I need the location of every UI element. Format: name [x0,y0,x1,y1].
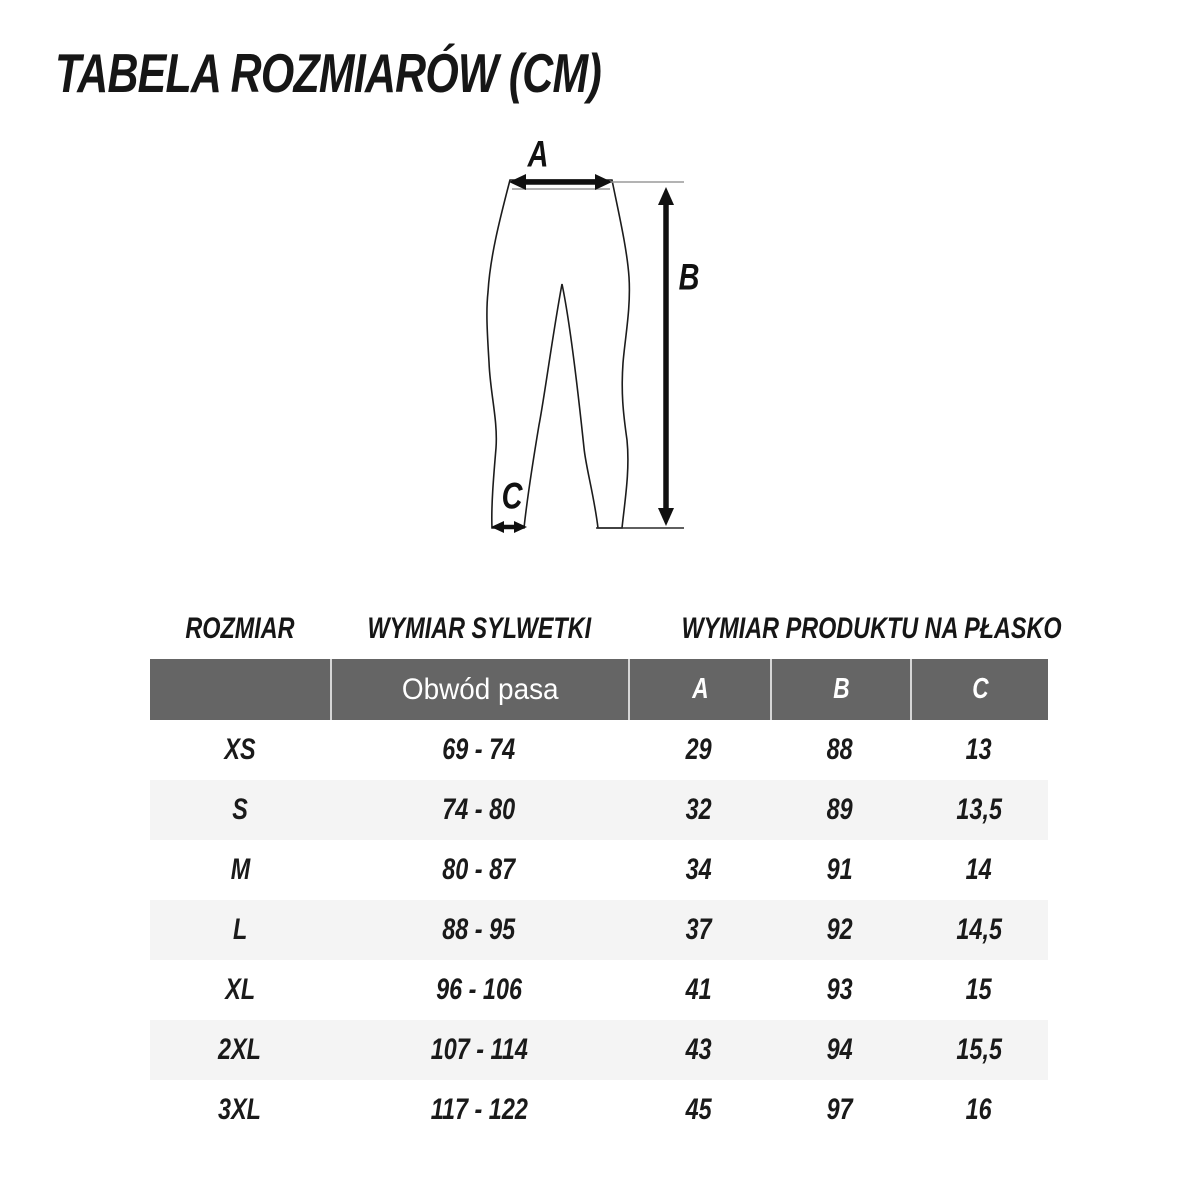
section-header-wymiar-produktu [628,612,1062,646]
measure-a-cell [628,780,770,840]
measure-b-cell [770,840,910,900]
header-col-c-text: C [971,673,989,705]
measure-c-cell [910,720,1048,780]
size-cell-text: S [232,793,248,826]
dim-label-a-text: A [527,133,549,175]
measure-b-cell-text: 97 [826,1093,854,1126]
measure-b-cell-text: 91 [826,853,854,886]
waist-range-cell-text: 88 - 95 [442,913,516,946]
measure-c-cell [910,840,1048,900]
measure-c-cell-text: 16 [965,1093,993,1126]
header-col-c-cell [910,659,1048,720]
table-row [150,780,1048,840]
waist-range-cell [330,900,628,960]
waist-range-cell [330,1080,628,1140]
waist-range-cell-text: 80 - 87 [442,853,516,886]
table-row [150,1080,1048,1140]
section-header-wymiar-sylwetki [330,612,628,646]
measure-b-cell [770,780,910,840]
header-col-b-cell [770,659,910,720]
measure-c-cell [910,1080,1048,1140]
table-row [150,900,1048,960]
table-row [150,720,1048,780]
waist-range-cell-text: 96 - 106 [436,973,522,1006]
header-col-a-cell [628,659,770,720]
waist-range-cell-text: 69 - 74 [442,733,516,766]
measure-c-cell [910,1020,1048,1080]
measure-a-cell [628,840,770,900]
header-size-cell [150,659,330,720]
section-header-rozmiar-text: ROZMIAR [185,612,295,645]
header-obwod-pasa-cell [330,659,628,720]
page-title-text: TABELA ROZMIARÓW (CM) [55,42,601,104]
measure-c-cell-text: 14 [965,853,993,886]
measure-a-cell-text: 37 [685,913,713,946]
measure-c-cell-text: 15 [965,973,993,1006]
measure-a-cell-text: 41 [685,973,713,1006]
size-cell [150,1080,330,1140]
header-col-b-text: B [832,673,850,705]
measure-c-cell-text: 14,5 [956,913,1002,946]
table-row [150,960,1048,1020]
waist-range-cell [330,780,628,840]
size-cell-text: XS [224,733,256,766]
waist-range-cell [330,960,628,1020]
measure-a-cell [628,1020,770,1080]
section-header-wymiar-sylwetki-text: WYMIAR SYLWETKI [367,612,591,645]
measure-c-cell [910,780,1048,840]
table-row [150,840,1048,900]
measure-b-cell-text: 93 [826,973,854,1006]
size-cell [150,900,330,960]
table-section-headers [150,610,1062,646]
waist-range-cell-text: 107 - 114 [430,1033,528,1066]
measure-a-cell-text: 32 [685,793,713,826]
size-table [150,610,1062,1140]
waist-range-cell [330,720,628,780]
header-col-a-text: A [691,673,709,705]
measure-c-cell-text: 13,5 [956,793,1002,826]
pants-diagram [460,130,760,570]
measure-c-cell [910,900,1048,960]
size-cell [150,1020,330,1080]
waist-range-cell-text: 117 - 122 [430,1093,528,1126]
page-title [55,42,755,104]
size-cell [150,780,330,840]
waist-range-cell [330,1020,628,1080]
table-body [150,720,1048,1140]
measure-c-arrow [491,521,527,533]
size-cell [150,960,330,1020]
size-cell-text: 3XL [218,1093,262,1126]
dim-label-c-text: C [501,475,523,517]
size-cell [150,720,330,780]
measure-a-cell [628,900,770,960]
measure-a-cell-text: 43 [685,1033,713,1066]
waist-range-cell-text: 74 - 80 [442,793,516,826]
header-obwod-pasa-text: Obwód pasa [401,672,559,706]
measure-a-cell-text: 29 [685,733,713,766]
measure-b-cell [770,720,910,780]
measure-c-cell-text: 15,5 [956,1033,1002,1066]
measure-a-cell-text: 34 [685,853,713,886]
table-row [150,1020,1048,1080]
size-cell [150,840,330,900]
table-header-row [150,659,1048,720]
measure-b-cell-text: 94 [826,1033,854,1066]
section-header-rozmiar [150,612,330,646]
measure-a-cell-text: 45 [685,1093,713,1126]
measure-b-cell [770,960,910,1020]
size-cell-text: 2XL [218,1033,262,1066]
measure-a-cell [628,720,770,780]
dim-label-b-text: B [678,256,700,298]
dim-label-b [676,256,703,298]
measure-b-cell-text: 88 [826,733,854,766]
section-header-wymiar-produktu-text: WYMIAR PRODUKTU NA PŁASKO [681,612,1062,645]
measure-b-cell [770,1020,910,1080]
waist-range-cell [330,840,628,900]
size-cell-text: XL [225,973,255,1006]
measure-b-cell-text: 89 [826,793,854,826]
size-cell-text: M [230,853,250,886]
measure-b-cell [770,1080,910,1140]
size-cell-text: L [232,913,248,946]
dim-label-a [525,133,552,175]
measure-b-cell-text: 92 [826,913,854,946]
measure-c-cell [910,960,1048,1020]
measure-a-cell [628,960,770,1020]
measure-a-arrow [509,174,612,190]
measure-b-cell [770,900,910,960]
measure-a-cell [628,1080,770,1140]
measure-c-cell-text: 13 [965,733,993,766]
measure-b-arrow [658,187,674,526]
dim-label-c [499,475,526,517]
